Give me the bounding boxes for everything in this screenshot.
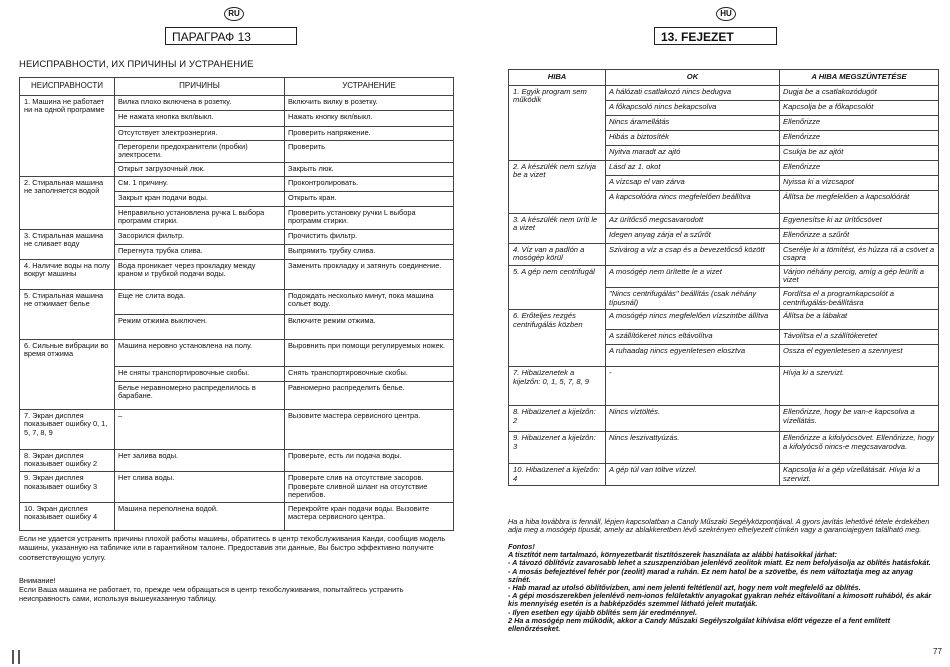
cause-cell: Отсутствует электроэнергия. [115, 126, 285, 140]
cause-cell: Не нажата кнопка вкл/выкл. [115, 110, 285, 126]
cause-cell: A hálózati csatlakozó nincs bedugva [606, 85, 780, 100]
remedy-cell: Hívja ki a szervizt. [780, 367, 939, 406]
cause-cell: Nincs víztöltés. [606, 406, 780, 432]
remedy-cell: Kapcsolja be a főkapcsolót [780, 100, 939, 115]
remedy-cell: Проверить [285, 140, 454, 162]
cause-cell: - [606, 367, 780, 406]
remedy-cell: Ellenőrizze, hogy be van-e kapcsolva a vízellátás. [780, 406, 939, 432]
cause-cell: Lásd az 1. okot [606, 160, 780, 175]
left-section-title: НЕИСПРАВНОСТИ, ИХ ПРИЧИНЫ И УСТРАНЕНИЕ [19, 59, 254, 70]
header-hiba: HIBA [509, 70, 606, 86]
problem-cell: 10. Экран дисплея показывает ошибку 4 [20, 502, 115, 530]
table-row [509, 213, 939, 228]
problem-cell: 2. A készülék nem szívja be a vizet [509, 160, 606, 213]
table-row [20, 229, 454, 244]
remedy-cell: Távolítsa el a szállítókeretet [780, 330, 939, 345]
remedy-cell: Állítsa be megfelelően a kapcsolóórát [780, 190, 939, 213]
problem-cell: 3. A készülék nem üríti le a vizet [509, 213, 606, 243]
cause-cell: A vízcsap el van zárva [606, 175, 780, 190]
right-footer-notes [508, 543, 936, 633]
left-attention-text: Если Ваша машина не работает, то, прежде чем обращаться в центр техобслуживания, попытайтесь устранить неисправность сами, используя вышеуказанную таблицу. [19, 585, 404, 604]
remedy-cell: Вызовите мастера сервисного центра. [285, 409, 454, 449]
left-attention-heading: Внимание! [19, 576, 56, 585]
cause-cell: Вилка плохо включена в розетку. [115, 95, 285, 110]
cause-cell: Нет слива воды. [115, 471, 285, 502]
table-row [20, 502, 454, 530]
problem-cell: 2. Стиральная машина не заполняется водой [20, 176, 115, 229]
page-number: 77 [933, 647, 942, 656]
right-troubleshooting-table [508, 69, 939, 486]
problem-cell: 1. Egyik program sem működik [509, 85, 606, 160]
problem-cell: 9. Экран дисплея показывает ошибку 3 [20, 471, 115, 502]
cause-cell: См. 1 причину. [115, 176, 285, 191]
table-row [509, 367, 939, 406]
header-ok: OK [606, 70, 780, 86]
cause-cell: Режим отжима выключен. [115, 314, 285, 339]
remedy-cell: Nyissa ki a vízcsapot [780, 175, 939, 190]
cause-cell: – [115, 409, 285, 449]
header-causes: ПРИЧИНЫ [115, 78, 285, 96]
cause-cell: "Nincs centrifugálás" beállítás (csak néhány típusnál) [606, 287, 780, 309]
cause-cell: A mosógép nem ürítette le a vizet [606, 265, 780, 287]
remedy-cell: Подождать несколько минут, пока машина сольет воду. [285, 289, 454, 314]
remedy-cell: Проверить установку ручки L выбора программ стирки. [285, 206, 454, 229]
footer-note-line: - Ilyen esetben egy újabb öblítés sem jár eredménnyel. [508, 607, 697, 617]
table-row [20, 449, 454, 471]
footer-note-line: - A távozó öblítővíz zavarosabb lehet a szuszpenzióban jelenlévő zeolitok miatt. Ez nem befolyásolja az öblítés hatásfokát. [508, 558, 931, 568]
problem-cell: 10. Hibaüzenet a kijelzőn: 4 [509, 464, 606, 486]
remedy-cell: Egyenesítse ki az ürítőcsövet [780, 213, 939, 228]
language-badge-hu: HU [716, 7, 736, 21]
remedy-cell: Проверьте, есть ли подача воды. [285, 449, 454, 471]
cause-cell: Засорился фильтр. [115, 229, 285, 244]
remedy-cell: Равномерно распределить белье. [285, 381, 454, 409]
cause-cell: Nyitva maradt az ajtó [606, 145, 780, 160]
remedy-cell: Fordítsa el a programkapcsolót a centrifugálás-beállításra [780, 287, 939, 309]
footer-note-line: - A mosás befejeztével fehér por (zeolit) marad a ruhán. Ez nem hatol be a szövetbe, és nem változtatja meg az anyag színét. [508, 566, 913, 584]
remedy-cell: Проверить напряжение. [285, 126, 454, 140]
problem-cell: 7. Экран дисплея показывает ошибку 0, 1, 5, 7, 8, 9 [20, 409, 115, 449]
table-row [20, 95, 454, 110]
cause-cell: Белье неравномерно распределилось в барабане. [115, 381, 285, 409]
remedy-cell: Ellenőrizze [780, 130, 939, 145]
remedy-cell: Csukja be az ajtót [780, 145, 939, 160]
remedy-cell: Ellenőrizze [780, 160, 939, 175]
footer-note-line: - A gépi mosószerekben jelenlévő nem-ionos felületaktív anyagokat gyakran nehéz eltávolítani a kimosott ruhából, és akár kis mennyiség esetén is a habképződés szemmel látható jeleit mutatják. [508, 591, 932, 609]
table-row [20, 409, 454, 449]
problem-cell: 9. Hibaüzenet a kijelzőn: 3 [509, 432, 606, 464]
cause-cell: Szivárog a víz a csap és a bevezetőcső között [606, 243, 780, 265]
cause-cell: A gép túl van töltve vízzel. [606, 464, 780, 486]
right-page [478, 0, 950, 667]
remedy-cell: Проконтролировать. [285, 176, 454, 191]
cause-cell: Вода проникает через прокладку между краном и трубкой подачи воды. [115, 259, 285, 289]
problem-cell: 5. Стиральная машина не отжимает белье [20, 289, 115, 339]
remedy-cell: Várjon néhány percig, amíg a gép leüríti a vizet [780, 265, 939, 287]
footer-note-line: A tisztítót nem tartalmazó, környezetbarát tisztítószerek használata az alábbi hatásokkal járhat: [508, 550, 837, 560]
remedy-cell: Закрыть люк. [285, 162, 454, 176]
table-row [509, 85, 939, 100]
problem-cell: 8. Hibaüzenet a kijelzőn: 2 [509, 406, 606, 432]
table-row [509, 432, 939, 464]
cause-cell: Az ürítőcső megcsavarodott [606, 213, 780, 228]
cause-cell: A főkapcsoló nincs bekapcsolva [606, 100, 780, 115]
cause-cell: Машина неровно установлена на полу. [115, 339, 285, 366]
remedy-cell: Перекройте кран подачи воды. Вызовите мастера сервисного центра. [285, 502, 454, 530]
remedy-cell: Нажать кнопку вкл/выкл. [285, 110, 454, 126]
problem-cell: 4. Наличие воды на полу вокруг машины [20, 259, 115, 289]
cause-cell: Idegen anyag zárja el a szűrőt [606, 228, 780, 243]
remedy-cell: Ossza el egyenletesen a szennyest [780, 345, 939, 367]
header-megszuntetese: A HIBA MEGSZÜNTETÉSE [780, 70, 939, 86]
cause-cell: Открыт загрузочный люк. [115, 162, 285, 176]
table-row [509, 160, 939, 175]
cause-cell: Перегнута трубка слива. [115, 244, 285, 259]
table-row [20, 259, 454, 289]
remedy-cell: Dugja be a csatlakozódugót [780, 85, 939, 100]
binding-mark [12, 650, 14, 664]
problem-cell: 1. Машина не работает ни на одной программе [20, 95, 115, 176]
remedy-cell: Ellenőrizze [780, 115, 939, 130]
footer-note-line: - Hab marad az utolsó öblítővízben, ami nem jelenti feltétlenül azt, hogy nem volt megfelelő az öblítés. [508, 583, 861, 593]
remedy-cell: Állítsa be a lábakat [780, 310, 939, 330]
footer-note-line: Fontos! [508, 542, 535, 551]
language-badge-ru: RU [224, 7, 244, 21]
table-row [509, 310, 939, 330]
cause-cell: Еще не слита вода. [115, 289, 285, 314]
remedy-cell: Kapcsolja ki a gép vízellátását. Hívja ki a szervizt. [780, 464, 939, 486]
header-remedies: УСТРАНЕНИЕ [285, 78, 454, 96]
table-row [20, 289, 454, 314]
problem-cell: 5. A gép nem centrifugál [509, 265, 606, 309]
problem-cell: 4. Víz van a padlón a mosógép körül [509, 243, 606, 265]
cause-cell: Неправильно установлена ручка L выбора программ стирки. [115, 206, 285, 229]
remedy-cell: Заменить прокладку и затянуть соединение. [285, 259, 454, 289]
problem-cell: 8. Экран дисплея показывает ошибку 2 [20, 449, 115, 471]
cause-cell: Nincs leszivattyúzás. [606, 432, 780, 464]
remedy-cell: Проверьте слив на отсутствие засоров. Проверьте сливной шланг на отсутствие перегибов. [285, 471, 454, 502]
cause-cell: A ruhaadag nincs egyenletesen elosztva [606, 345, 780, 367]
table-row [509, 265, 939, 287]
remedy-cell: Ellenőrizze a kifolyócsövet. Ellenőrizze, hogy a kifolyócső nincs-e megcsavarodva. [780, 432, 939, 464]
remedy-cell: Выпрямить трубку слива. [285, 244, 454, 259]
remedy-cell: Открыть кран. [285, 191, 454, 206]
remedy-cell: Выровнить при помощи регулируемых ножек. [285, 339, 454, 366]
footer-note-line: 2 Ha a mosógép nem működik, akkor a Candy Műszaki Segélyszolgálat kihívása előtt végezze el a fent említett ellenőrzéseket. [508, 615, 890, 634]
table-row [20, 339, 454, 366]
header-problems: НЕИСПРАВНОСТИ [20, 78, 115, 96]
cause-cell: Не сняты транспортировочные скобы. [115, 366, 285, 381]
cause-cell: Hibás a biztosíték [606, 130, 780, 145]
right-chapter-heading: 13. FEJEZET [654, 27, 777, 45]
right-footer-text: Ha a hiba továbbra is fennáll, lépjen kapcsolatban a Candy Műszaki Segélyközpontjával. A gyors javítás lehetővé tétele érdekében adja meg a mosógép típusát, amely az ablakkeretben lévő szekrényen elhelyezett címkén vagy a garanciajegyen található meg. [508, 517, 930, 535]
problem-cell: 6. Сильные вибрации во время отжима [20, 339, 115, 409]
table-row [509, 243, 939, 265]
left-chapter-heading: ПАРАГРАФ 13 [165, 27, 297, 45]
table-row [20, 176, 454, 191]
left-page [0, 0, 470, 667]
table-row [509, 406, 939, 432]
remedy-cell: Включить вилку в розетку. [285, 95, 454, 110]
left-footer-text: Если не удается устранить причины плохой работы машины, обратитесь в центр техобслуживания Канди, сообщив модель машины, указанную на табличке или в гарантийном талоне. Предоставив эти данные, Вы быстро эффективно получите соответствующую услугу. [19, 534, 446, 562]
remedy-cell: Включите режим отжима. [285, 314, 454, 339]
problem-cell: 3. Стиральная машина не сливает воду [20, 229, 115, 259]
remedy-cell: Прочистить фильтр. [285, 229, 454, 244]
cause-cell: A kapcsolóóra nincs megfelelően beállítva [606, 190, 780, 213]
remedy-cell: Ellenőrizze a szűrőt [780, 228, 939, 243]
cause-cell: Nincs áramellátás [606, 115, 780, 130]
cause-cell: Перегорели предохранители (пробки) электросети. [115, 140, 285, 162]
cause-cell: A szállítókeret nincs eltávolítva [606, 330, 780, 345]
table-row [20, 471, 454, 502]
remedy-cell: Снять транспортировочные скобы. [285, 366, 454, 381]
cause-cell: Закрыт кран подачи воды. [115, 191, 285, 206]
remedy-cell: Cserélje ki a tömítést, és húzza rá a csövet a csapra [780, 243, 939, 265]
binding-mark [18, 650, 20, 664]
left-troubleshooting-table [19, 77, 454, 531]
table-row [509, 464, 939, 486]
problem-cell: 7. Hibaüzenetek a kijelzőn: 0, 1, 5, 7, 8, 9 [509, 367, 606, 406]
cause-cell: Машина переполнена водой. [115, 502, 285, 530]
cause-cell: Нет залива воды. [115, 449, 285, 471]
problem-cell: 6. Erőteljes rezgés centrifugálás közben [509, 310, 606, 367]
cause-cell: A mosógép nincs megfelelően vízszintbe állítva [606, 310, 780, 330]
